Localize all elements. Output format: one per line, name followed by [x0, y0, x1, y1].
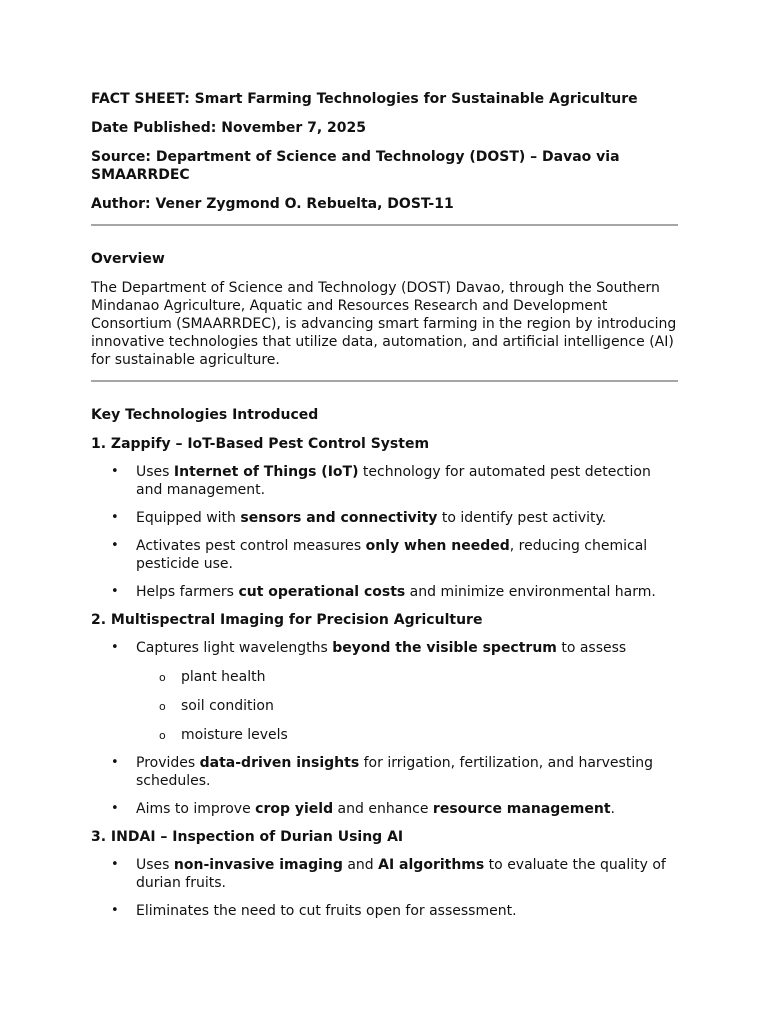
divider [91, 224, 678, 226]
tech-3-list [91, 856, 678, 920]
sublist-item: o moisture levels [91, 726, 678, 744]
date-published: Date Published: November 7, 2025 [91, 120, 367, 136]
list-item: • Captures light wavelengths beyond the visible spectrum to assess o plant health o soil condition o moisture levels [91, 639, 678, 744]
sublist-item: o soil condition [91, 697, 678, 715]
document-title: FACT SHEET: Smart Farming Technologies for Sustainable Agriculture [91, 91, 638, 107]
list-item: • Provides data-driven insights for irrigation, fertilization, and harvesting schedules. [91, 754, 678, 790]
list-item: • Activates pest control measures only when needed, reducing chemical pesticide use. [91, 537, 678, 573]
divider [91, 380, 678, 382]
sublist-item: o plant health [91, 668, 678, 686]
tech-1-list [91, 463, 678, 601]
tech-2-title: 2. Multispectral Imaging for Precision Agriculture [91, 612, 483, 628]
list-item: • Helps farmers cut operational costs and minimize environmental harm. [91, 583, 678, 601]
fact-sheet [91, 90, 678, 930]
key-technologies-heading: Key Technologies Introduced [91, 407, 319, 423]
overview-heading: Overview [91, 251, 165, 267]
source-line: Source: Department of Science and Technology (DOST) – Davao via SMAARRDEC [91, 149, 620, 183]
tech-2-list [91, 639, 678, 818]
tech-1-title: 1. Zappify – IoT-Based Pest Control System [91, 436, 430, 452]
list-item: • Uses Internet of Things (IoT) technology for automated pest detection and management. [91, 463, 678, 499]
overview-body: The Department of Science and Technology (DOST) Davao, through the Southern Mindanao Agriculture, Aquatic and Resources Research and Development Consortium (SMAARRDEC), is advancing smart farming in the region by introducing innovative technologies that utilize data, automation, and artificial intelligence (AI) for sustainable agriculture. [91, 280, 677, 368]
list-item: • Aims to improve crop yield and enhance resource management. [91, 800, 678, 818]
author-line: Author: Vener Zygmond O. Rebuelta, DOST-11 [91, 196, 454, 212]
list-item: • Uses non-invasive imaging and AI algorithms to evaluate the quality of durian fruits. [91, 856, 678, 892]
list-item: • Eliminates the need to cut fruits open for assessment. [91, 902, 678, 920]
list-item: • Equipped with sensors and connectivity to identify pest activity. [91, 509, 678, 527]
sublist [136, 668, 678, 744]
tech-3-title: 3. INDAI – Inspection of Durian Using AI [91, 829, 404, 845]
